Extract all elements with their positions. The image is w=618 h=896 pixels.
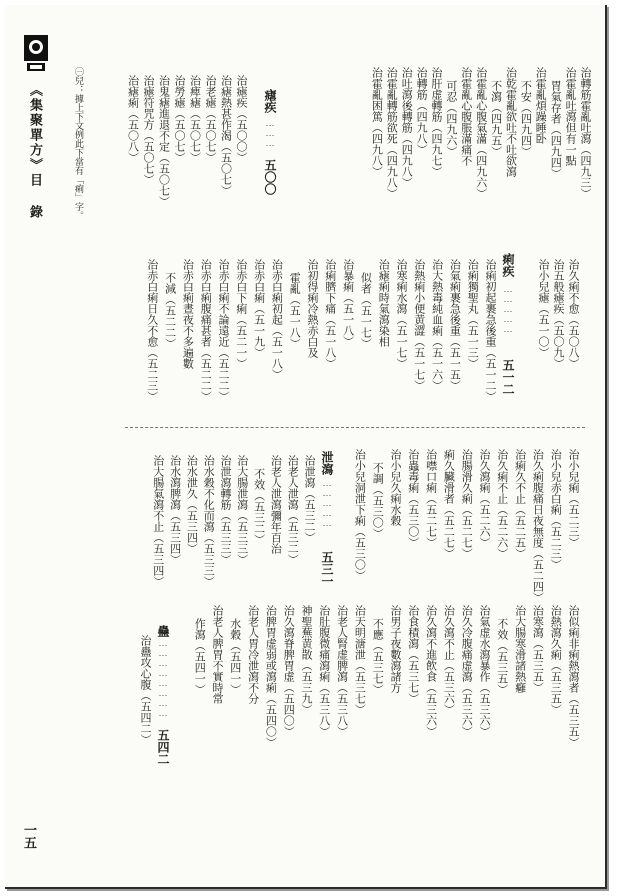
heading-leader: ⋯⋯⋯⋯⋯ bbox=[322, 481, 332, 531]
toc-entry: 治久瀉痢（五二六） bbox=[478, 449, 491, 548]
toc-entry: 治熱瀉久痢（五三五） bbox=[549, 605, 563, 715]
toc-entry: 治似痢非痢熱瀉者（五三五） bbox=[567, 605, 580, 748]
toc-entry: 治小兒久痢水穀 bbox=[389, 449, 402, 526]
toc-entry: 不安（四九四） bbox=[519, 80, 533, 157]
section-page-gu: 五四二 bbox=[156, 729, 170, 765]
section-title: 泄瀉 bbox=[320, 451, 334, 475]
toc-entry: 治霍亂煩躁睡卧 bbox=[534, 67, 548, 144]
toc-entry: 治久瀉不進飲食（五三六） bbox=[424, 605, 438, 737]
toc-entry: 治霍亂困篤（四九八） bbox=[370, 67, 384, 177]
toc-entry: 治痢獨聖丸（五一三） bbox=[466, 259, 480, 369]
toc-entry: 治大熱毒純血痢（五一六） bbox=[430, 259, 444, 391]
toc-entry: 治吐瀉後轉筋（四九八） bbox=[400, 67, 414, 188]
toc-entry: 治寒瀉（五三五） bbox=[531, 605, 545, 693]
toc-entry: 治天明溏泄（五三七） bbox=[353, 605, 367, 715]
page-number: 一五 bbox=[21, 823, 36, 849]
footnote: ㊀兒：據上下文例此下當有「痢」字。 bbox=[73, 67, 83, 220]
toc-entry: 治蟲毒痢（五三〇） bbox=[406, 449, 420, 548]
heading-leader: ⋯⋯⋯ bbox=[265, 121, 275, 151]
toc-entry: 似者（五一七） bbox=[359, 272, 373, 349]
section-page-nue: 五〇〇 bbox=[263, 159, 277, 195]
toc-entry: 治暴痢（五一八） bbox=[341, 259, 355, 347]
toc-entry: 治老人脾胃不實時常 bbox=[211, 605, 224, 704]
toc-entry: 治熱痢小便黄澀（五一七） bbox=[412, 259, 426, 391]
toc-entry: 治肚腹微痛瀉痢（五三八） bbox=[317, 605, 331, 737]
toc-entry: 治食積瀉（五三七） bbox=[406, 605, 420, 704]
toc-entry: 治五般瘧疾（五〇九） bbox=[552, 259, 565, 369]
toc-entry: 治老瘧（五〇七） bbox=[204, 75, 217, 163]
book-page bbox=[5, 5, 607, 889]
toc-entry: 治寒痢水瀉（五一七） bbox=[395, 259, 408, 369]
toc-entry: 治肝虚轉筋（四九七） bbox=[430, 67, 443, 177]
toc-entry: 治痢久不止（五二五） bbox=[513, 449, 527, 559]
toc-entry: 治氣痢裹急後重（五一五） bbox=[448, 259, 462, 391]
heading-leader: ⋯⋯⋯⋯⋯ bbox=[503, 287, 513, 337]
toc-entry: 治霍亂心腹脹滿痛不 bbox=[459, 67, 473, 166]
toc-entry: 治老人泄瀉（五三二） bbox=[286, 455, 300, 565]
section-heading-nue bbox=[264, 89, 276, 113]
toc-entry: 治久冷腹痛虚瀉（五三六） bbox=[460, 605, 474, 737]
toc-entry: 治赤白痢（五一九） bbox=[252, 259, 266, 358]
section-page-xie: 五三一 bbox=[320, 551, 334, 587]
toc-entry: 治轉筋霍亂吐瀉（四九三） bbox=[579, 67, 592, 199]
toc-entry: 治老人腎虚脾瀉（五三八） bbox=[335, 605, 349, 737]
toc-entry: 治赤白痢晝夜不多遍數 bbox=[181, 259, 195, 369]
toc-entry: 治久痢不愈（五〇八） bbox=[567, 259, 580, 369]
toc-entry: 治泄瀉轉筋（五三三） bbox=[219, 455, 232, 565]
toc-entry: 治赤白下痢（五二一） bbox=[234, 259, 248, 369]
section-page-li: 五一二 bbox=[501, 359, 515, 395]
toc-entry: 治瘧疾（五〇〇） bbox=[235, 75, 248, 163]
toc-entry: 治鬼瘧進退不定（五〇七） bbox=[157, 75, 171, 207]
toc-entry: 治久瀉脊脾胃虚（五四〇） bbox=[282, 605, 296, 737]
toc-entry: 治老人泄瀉彌年百治 bbox=[269, 455, 283, 554]
toc-entry: 治赤白痢日久不愈（五二三） bbox=[145, 259, 159, 402]
toc-entry: 治瘧熱甚作渴（五〇七） bbox=[219, 75, 233, 196]
toc-entry: 神聖蕪黄散（五三九） bbox=[300, 605, 313, 715]
toc-entry: 治水瀉脾瀉（五三四） bbox=[168, 455, 182, 565]
toc-entry: 治蠱攻心腹（五四二） bbox=[139, 635, 152, 745]
toc-entry: 治大腸泄瀉（五三三） bbox=[235, 455, 249, 565]
toc-entry: 治久瀉不止（五三六） bbox=[442, 605, 456, 715]
section-heading-gu bbox=[157, 625, 169, 637]
section-divider bbox=[125, 427, 585, 428]
toc-entry: 不瀉（四九五） bbox=[489, 80, 503, 157]
toc-entry: 治赤白痢不論遠近（五二二） bbox=[217, 259, 230, 402]
toc-entry: 治腸滑久痢（五二七） bbox=[460, 449, 474, 559]
section-title: 蠱 bbox=[156, 625, 170, 637]
toc-entry: 治小兒瘧（五一〇） bbox=[537, 259, 550, 358]
toc-entry: 治氣虚水瀉暴作（五三六） bbox=[478, 605, 491, 737]
publisher-logo-icon bbox=[21, 31, 51, 75]
toc-entry: 治痢臍下痛（五一八） bbox=[323, 259, 337, 369]
toc-entry: 治水穀不化而瀉（五三三） bbox=[202, 455, 216, 587]
toc-entry: 治勞瘧（五〇七） bbox=[173, 75, 186, 163]
section-heading-li bbox=[502, 253, 514, 277]
toc-entry: 不應（五三七） bbox=[371, 618, 385, 695]
toc-entry: 不調（五三〇） bbox=[371, 462, 385, 539]
toc-entry: 治赤白痢腹痛甚者（五二二） bbox=[199, 259, 213, 402]
heading-leader: ⋯⋯⋯⋯⋯⋯⋯⋯ bbox=[158, 641, 168, 721]
toc-entry: 治大腸寒滑諸熱癰 bbox=[513, 605, 527, 693]
toc-entry: 治霍亂轉筋欲死（四九八） bbox=[385, 67, 399, 199]
toc-entry: 可忍（四九六） bbox=[444, 80, 458, 157]
toc-entry: 治水泄久（五三四） bbox=[185, 455, 199, 554]
section-title: 瘧疾 bbox=[263, 89, 277, 113]
toc-entry: 治痺瘧（五〇七） bbox=[188, 75, 202, 163]
toc-entry: 治男子夜數瀉諸方 bbox=[389, 605, 402, 693]
toc-entry: 治大腸氣瀉不止（五三四） bbox=[151, 455, 165, 587]
toc-entry: 作瀉（五四一） bbox=[193, 618, 207, 695]
toc-entry: 治小兒痢（五二三） bbox=[567, 449, 580, 548]
toc-entry: 治瘧痢（五〇八） bbox=[126, 75, 140, 163]
toc-entry: 治噤口痢（五二七） bbox=[424, 449, 438, 548]
toc-entry: 治脾胃虚弱或瀉痢（五四〇） bbox=[264, 605, 278, 748]
section-heading-xie bbox=[321, 451, 333, 475]
toc-entry: 治久痢腹痛日夜無度（五二四） bbox=[531, 449, 545, 603]
toc-entry: 治小兒洞泄下痢（五三〇） bbox=[353, 449, 367, 581]
toc-entry: 治赤白痢初起（五一八） bbox=[270, 259, 284, 380]
toc-entry: 治久痢不止（五二六） bbox=[495, 449, 509, 559]
toc-entry: 不減（五二二） bbox=[163, 272, 177, 349]
toc-entry: 治老人胃冷泄瀉不分 bbox=[246, 605, 260, 704]
toc-entry: 霍亂（五一八） bbox=[288, 272, 302, 349]
book-title: 《集聚單方》目 錄 bbox=[27, 83, 42, 220]
toc-entry: 不效（五三五） bbox=[495, 618, 509, 695]
toc-entry: 水穀（五四一） bbox=[228, 618, 242, 695]
toc-entry: 治痢初起裹急後重（五一二） bbox=[484, 259, 497, 402]
section-title: 痢疾 bbox=[501, 253, 515, 277]
toc-entry: 治霍亂吐瀉但有一點 bbox=[564, 67, 578, 166]
toc-entry: 治初得痢冷熱赤白及 bbox=[306, 259, 319, 358]
toc-entry: 治小兒赤白痢（五二三） bbox=[549, 449, 563, 570]
toc-entry: 治轉筋（四九八） bbox=[415, 67, 429, 155]
toc-entry: 胃氣存者（四九四） bbox=[549, 80, 563, 179]
toc-entry: 治霍亂心腹氣滿（四九六） bbox=[474, 67, 488, 199]
toc-entry: 治泄瀉（五三二） bbox=[303, 455, 316, 543]
toc-entry: 治瘧符咒方（五〇七） bbox=[142, 75, 155, 185]
toc-entry: 不效（五三二） bbox=[252, 468, 266, 545]
toc-entry: 治瘧痢時氣瀉染相 bbox=[377, 259, 391, 347]
toc-entry: 痢久臟滑者（五二七） bbox=[442, 449, 456, 559]
toc-entry: 治乾霍亂欲吐不吐欲瀉 bbox=[504, 67, 518, 177]
